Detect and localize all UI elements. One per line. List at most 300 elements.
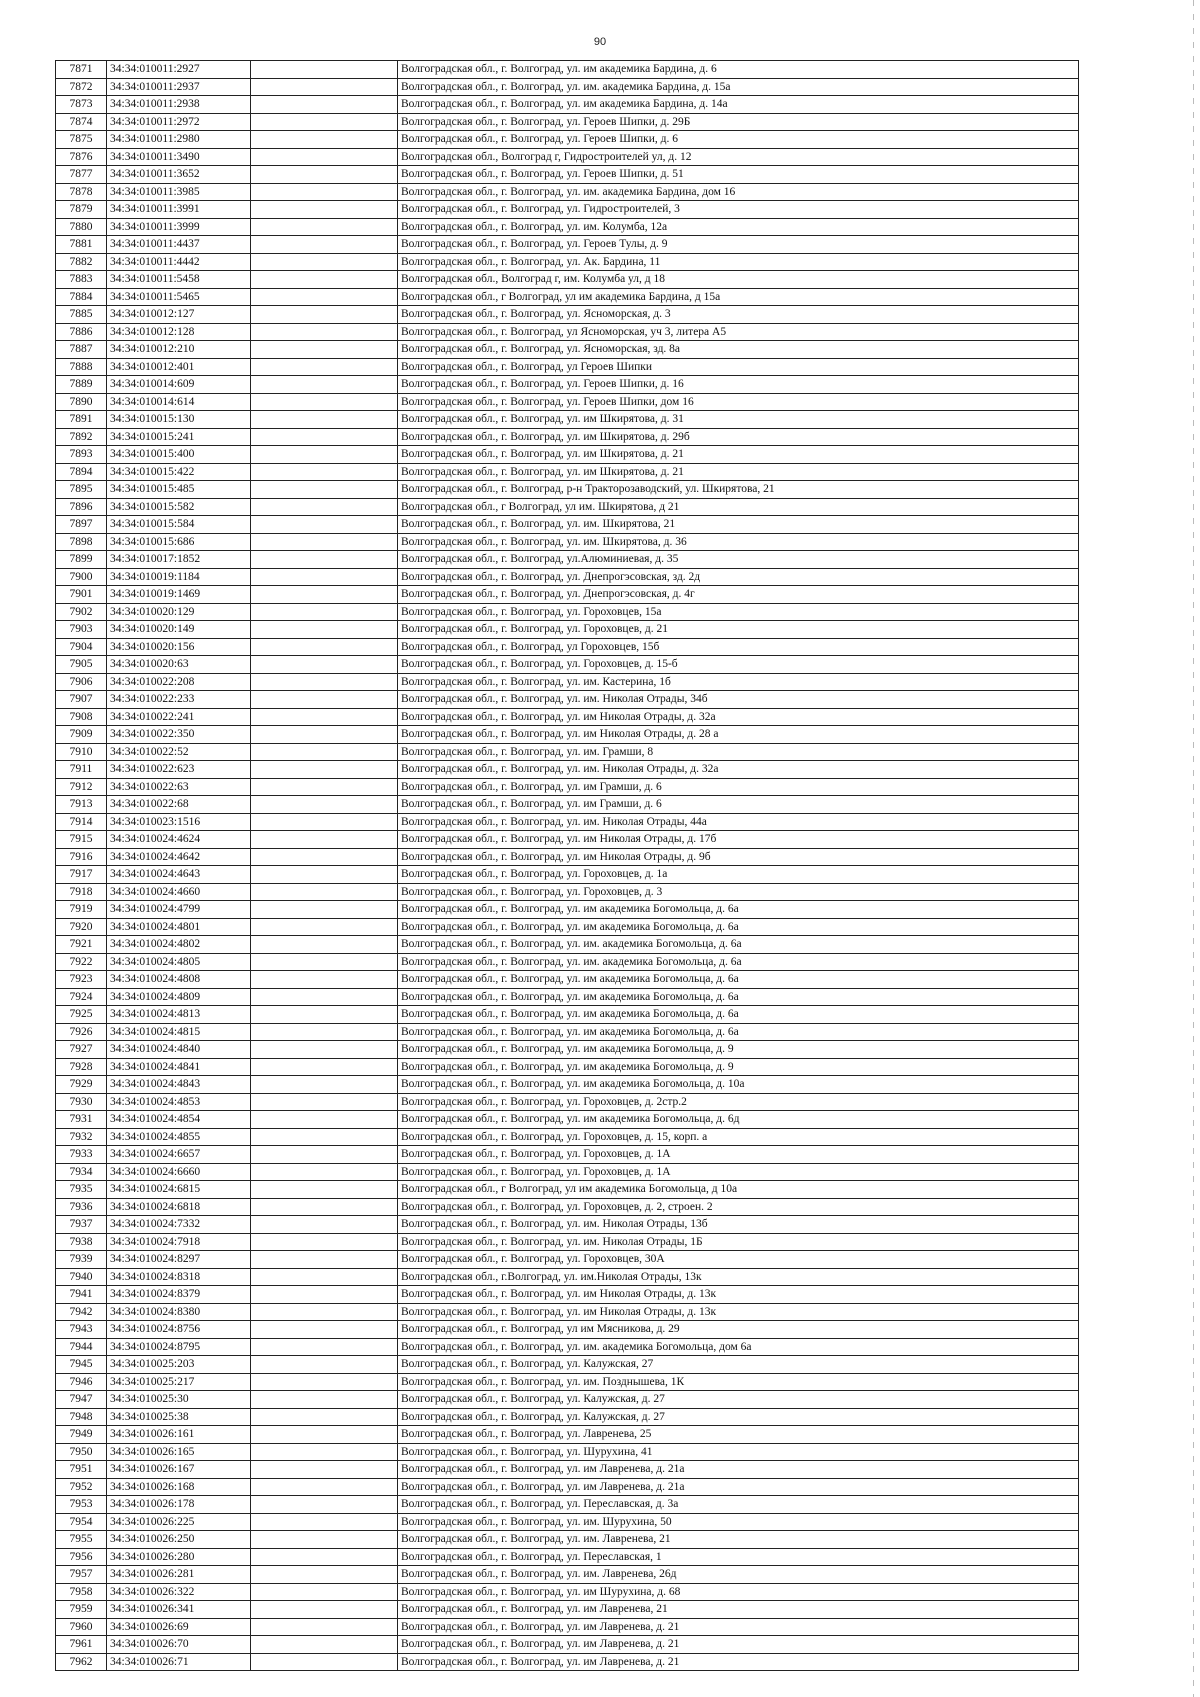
cadastral-number-cell: 34:34:010011:3490 <box>107 148 251 166</box>
address-cell: Волгоградская обл., г. Волгоград, ул. им Лавренева, д. 21а <box>398 1478 1079 1496</box>
address-cell: Волгоградская обл., г. Волгоград, ул. им. академика Бардина, д. 15а <box>398 78 1079 96</box>
empty-cell <box>251 1531 398 1549</box>
empty-cell <box>251 673 398 691</box>
address-cell: Волгоградская обл., г. Волгоград, ул. Героев Шипки, д. 16 <box>398 376 1079 394</box>
table-row <box>56 1408 1079 1426</box>
cadastral-number-cell: 34:34:010012:210 <box>107 341 251 359</box>
empty-cell <box>251 1653 398 1671</box>
address-cell: Волгоградская обл., г. Волгоград, ул. им Николая Отрады, д. 9б <box>398 848 1079 866</box>
cadastral-number-cell: 34:34:010026:71 <box>107 1653 251 1671</box>
row-number-cell: 7932 <box>56 1128 107 1146</box>
table-row <box>56 901 1079 919</box>
empty-cell <box>251 463 398 481</box>
empty-cell <box>251 603 398 621</box>
table-row <box>56 1321 1079 1339</box>
table-row <box>56 341 1079 359</box>
table-row <box>56 131 1079 149</box>
address-cell: Волгоградская обл., г. Волгоград, ул. им Шкирятова, д. 31 <box>398 411 1079 429</box>
row-number-cell: 7889 <box>56 376 107 394</box>
empty-cell <box>251 936 398 954</box>
empty-cell <box>251 551 398 569</box>
table-row <box>56 1111 1079 1129</box>
empty-cell <box>251 1496 398 1514</box>
cadastral-number-cell: 34:34:010024:8297 <box>107 1251 251 1269</box>
row-number-cell: 7959 <box>56 1601 107 1619</box>
empty-cell <box>251 1093 398 1111</box>
row-number-cell: 7885 <box>56 306 107 324</box>
address-cell: Волгоградская обл., г. Волгоград, ул. им. Грамши, 8 <box>398 743 1079 761</box>
address-cell: Волгоградская обл., г. Волгоград, ул. им. академика Богомольца, д. 6а <box>398 936 1079 954</box>
table-row <box>56 1461 1079 1479</box>
row-number-cell: 7882 <box>56 253 107 271</box>
address-cell: Волгоградская обл., г. Волгоград, ул. им академика Бардина, д. 6 <box>398 61 1079 79</box>
row-number-cell: 7934 <box>56 1163 107 1181</box>
address-cell: Волгоградская обл., г Волгоград, ул им академика Богомольца, д 10а <box>398 1181 1079 1199</box>
cadastral-number-cell: 34:34:010015:241 <box>107 428 251 446</box>
cadastral-number-cell: 34:34:010024:7918 <box>107 1233 251 1251</box>
row-number-cell: 7919 <box>56 901 107 919</box>
table-row <box>56 1531 1079 1549</box>
table-row <box>56 778 1079 796</box>
row-number-cell: 7916 <box>56 848 107 866</box>
empty-cell <box>251 411 398 429</box>
empty-cell <box>251 1128 398 1146</box>
table-row <box>56 1058 1079 1076</box>
table-row <box>56 1513 1079 1531</box>
row-number-cell: 7917 <box>56 866 107 884</box>
table-row <box>56 183 1079 201</box>
row-number-cell: 7921 <box>56 936 107 954</box>
table-row <box>56 586 1079 604</box>
empty-cell <box>251 131 398 149</box>
address-cell: Волгоградская обл., г. Волгоград, ул. Ясноморская, д. 3 <box>398 306 1079 324</box>
cadastral-number-cell: 34:34:010017:1852 <box>107 551 251 569</box>
page-number: 90 <box>593 36 607 48</box>
row-number-cell: 7949 <box>56 1426 107 1444</box>
table-row <box>56 691 1079 709</box>
empty-cell <box>251 323 398 341</box>
address-cell: Волгоградская обл., г. Волгоград, ул. им академика Богомольца, д. 6а <box>398 971 1079 989</box>
empty-cell <box>251 306 398 324</box>
address-cell: Волгоградская обл., г. Волгоград, ул. Гороховцев, д. 2стр.2 <box>398 1093 1079 1111</box>
empty-cell <box>251 1076 398 1094</box>
cadastral-number-cell: 34:34:010024:4802 <box>107 936 251 954</box>
address-cell: Волгоградская обл., г Волгоград, ул им. Шкирятова, д 21 <box>398 498 1079 516</box>
cadastral-number-cell: 34:34:010026:161 <box>107 1426 251 1444</box>
cadastral-number-cell: 34:34:010026:168 <box>107 1478 251 1496</box>
empty-cell <box>251 883 398 901</box>
row-number-cell: 7909 <box>56 726 107 744</box>
address-cell: Волгоградская обл., г. Волгоград, ул. им. Николая Отрады, д. 32а <box>398 761 1079 779</box>
address-cell: Волгоградская обл., г. Волгоград, ул. Калужская, 27 <box>398 1356 1079 1374</box>
cadastral-number-cell: 34:34:010024:4840 <box>107 1041 251 1059</box>
cadastral-number-cell: 34:34:010011:4442 <box>107 253 251 271</box>
table-row <box>56 96 1079 114</box>
cadastral-number-cell: 34:34:010024:4808 <box>107 971 251 989</box>
empty-cell <box>251 446 398 464</box>
table-row <box>56 498 1079 516</box>
empty-cell <box>251 953 398 971</box>
row-number-cell: 7915 <box>56 831 107 849</box>
table-row <box>56 253 1079 271</box>
address-cell: Волгоградская обл., г. Волгоград, ул. им. Шурухина, 50 <box>398 1513 1079 1531</box>
cadastral-number-cell: 34:34:010024:4799 <box>107 901 251 919</box>
empty-cell <box>251 638 398 656</box>
table-row <box>56 1303 1079 1321</box>
empty-cell <box>251 166 398 184</box>
table-row <box>56 1041 1079 1059</box>
empty-cell <box>251 1478 398 1496</box>
row-number-cell: 7928 <box>56 1058 107 1076</box>
table-row <box>56 1286 1079 1304</box>
address-cell: Волгоградская обл., г. Волгоград, ул. им Лавренева, д. 21а <box>398 1461 1079 1479</box>
cadastral-number-cell: 34:34:010026:322 <box>107 1583 251 1601</box>
row-number-cell: 7927 <box>56 1041 107 1059</box>
cadastral-number-cell: 34:34:010023:1516 <box>107 813 251 831</box>
row-number-cell: 7883 <box>56 271 107 289</box>
row-number-cell: 7939 <box>56 1251 107 1269</box>
address-cell: Волгоградская обл., г. Волгоград, ул. им Лавренева, д. 21 <box>398 1618 1079 1636</box>
empty-cell <box>251 1233 398 1251</box>
address-cell: Волгоградская обл., г. Волгоград, ул. Переславская, 1 <box>398 1548 1079 1566</box>
row-number-cell: 7940 <box>56 1268 107 1286</box>
table-row <box>56 813 1079 831</box>
table-row <box>56 1478 1079 1496</box>
cadastral-number-cell: 34:34:010019:1184 <box>107 568 251 586</box>
address-cell: Волгоградская обл., г. Волгоград, ул. им Николая Отрады, д. 28 а <box>398 726 1079 744</box>
empty-cell <box>251 568 398 586</box>
empty-cell <box>251 708 398 726</box>
table-row <box>56 603 1079 621</box>
table-row <box>56 358 1079 376</box>
empty-cell <box>251 96 398 114</box>
row-number-cell: 7925 <box>56 1006 107 1024</box>
cadastral-number-cell: 34:34:010022:233 <box>107 691 251 709</box>
address-cell: Волгоградская обл., г. Волгоград, ул. им. Шкирятова, 21 <box>398 516 1079 534</box>
cadastral-number-cell: 34:34:010022:63 <box>107 778 251 796</box>
row-number-cell: 7954 <box>56 1513 107 1531</box>
row-number-cell: 7876 <box>56 148 107 166</box>
address-cell: Волгоградская обл., г. Волгоград, ул Героев Шипки <box>398 358 1079 376</box>
address-cell: Волгоградская обл., г. Волгоград, ул. им Шурухина, д. 68 <box>398 1583 1079 1601</box>
address-cell: Волгоградская обл., г. Волгоград, ул. Калужская, д. 27 <box>398 1391 1079 1409</box>
address-cell: Волгоградская обл., г. Волгоград, ул. Гороховцев, д. 3 <box>398 883 1079 901</box>
row-number-cell: 7903 <box>56 621 107 639</box>
cadastral-number-cell: 34:34:010022:52 <box>107 743 251 761</box>
cadastral-number-cell: 34:34:010011:3999 <box>107 218 251 236</box>
table-row <box>56 428 1079 446</box>
cadastral-number-cell: 34:34:010026:69 <box>107 1618 251 1636</box>
address-cell: Волгоградская обл., г. Волгоград, ул. Днепрогэсовская, зд. 2д <box>398 568 1079 586</box>
address-cell: Волгоградская обл., г. Волгоград, ул. Героев Шипки, д. 51 <box>398 166 1079 184</box>
empty-cell <box>251 918 398 936</box>
cadastral-number-cell: 34:34:010014:614 <box>107 393 251 411</box>
row-number-cell: 7871 <box>56 61 107 79</box>
address-cell: Волгоградская обл., г. Волгоград, ул. Ак. Бардина, 11 <box>398 253 1079 271</box>
empty-cell <box>251 1216 398 1234</box>
table-row <box>56 656 1079 674</box>
table-row <box>56 1076 1079 1094</box>
cadastral-number-cell: 34:34:010024:8756 <box>107 1321 251 1339</box>
cadastral-number-cell: 34:34:010022:350 <box>107 726 251 744</box>
row-number-cell: 7944 <box>56 1338 107 1356</box>
table-row <box>56 848 1079 866</box>
empty-cell <box>251 1198 398 1216</box>
empty-cell <box>251 376 398 394</box>
table-row <box>56 953 1079 971</box>
empty-cell <box>251 743 398 761</box>
address-cell: Волгоградская обл., г. Волгоград, р-н Тракторозаводский, ул. Шкирятова, 21 <box>398 481 1079 499</box>
cadastral-number-cell: 34:34:010015:130 <box>107 411 251 429</box>
table-row <box>56 271 1079 289</box>
address-cell: Волгоградская обл., г. Волгоград, ул. им Шкирятова, д. 21 <box>398 463 1079 481</box>
cadastral-number-cell: 34:34:010011:3985 <box>107 183 251 201</box>
table-row <box>56 1216 1079 1234</box>
address-cell: Волгоградская обл., г. Волгоград, ул. им Лавренева, д. 21 <box>398 1653 1079 1671</box>
row-number-cell: 7947 <box>56 1391 107 1409</box>
address-cell: Волгоградская обл., г. Волгоград, ул. им академика Богомольца, д. 6а <box>398 1023 1079 1041</box>
row-number-cell: 7904 <box>56 638 107 656</box>
empty-cell <box>251 498 398 516</box>
row-number-cell: 7926 <box>56 1023 107 1041</box>
cadastral-number-cell: 34:34:010020:156 <box>107 638 251 656</box>
cadastral-number-cell: 34:34:010022:241 <box>107 708 251 726</box>
table-row <box>56 621 1079 639</box>
address-cell: Волгоградская обл., г. Волгоград, ул. им академика Богомольца, д. 10а <box>398 1076 1079 1094</box>
empty-cell <box>251 761 398 779</box>
empty-cell <box>251 1566 398 1584</box>
empty-cell <box>251 1041 398 1059</box>
cadastral-number-cell: 34:34:010026:250 <box>107 1531 251 1549</box>
cadastral-number-cell: 34:34:010024:4815 <box>107 1023 251 1041</box>
table-row <box>56 761 1079 779</box>
table-row <box>56 1093 1079 1111</box>
cadastral-number-cell: 34:34:010015:400 <box>107 446 251 464</box>
row-number-cell: 7888 <box>56 358 107 376</box>
cadastral-number-cell: 34:34:010020:149 <box>107 621 251 639</box>
address-cell: Волгоградская обл., г. Волгоград, ул. Героев Шипки, дом 16 <box>398 393 1079 411</box>
row-number-cell: 7961 <box>56 1636 107 1654</box>
cadastral-number-cell: 34:34:010024:4642 <box>107 848 251 866</box>
table-row <box>56 148 1079 166</box>
empty-cell <box>251 341 398 359</box>
table-row <box>56 533 1079 551</box>
cadastral-number-cell: 34:34:010011:3991 <box>107 201 251 219</box>
address-cell: Волгоградская обл., г. Волгоград, ул. Ясноморская, зд. 8а <box>398 341 1079 359</box>
address-cell: Волгоградская обл., г. Волгоград, ул. Гороховцев, д. 1а <box>398 866 1079 884</box>
table-row <box>56 918 1079 936</box>
address-cell: Волгоградская обл., г Волгоград, ул им академика Бардина, д 15а <box>398 288 1079 306</box>
cadastral-number-cell: 34:34:010014:609 <box>107 376 251 394</box>
empty-cell <box>251 201 398 219</box>
cadastral-number-cell: 34:34:010011:4437 <box>107 236 251 254</box>
address-cell: Волгоградская обл., г. Волгоград, ул. Днепрогэсовская, д. 4г <box>398 586 1079 604</box>
row-number-cell: 7958 <box>56 1583 107 1601</box>
row-number-cell: 7907 <box>56 691 107 709</box>
row-number-cell: 7936 <box>56 1198 107 1216</box>
row-number-cell: 7887 <box>56 341 107 359</box>
cadastral-number-cell: 34:34:010025:30 <box>107 1391 251 1409</box>
row-number-cell: 7946 <box>56 1373 107 1391</box>
address-cell: Волгоградская обл., г. Волгоград, ул. им. Николая Отрады, 13б <box>398 1216 1079 1234</box>
scan-edge-mark <box>1193 0 1194 1697</box>
table-row <box>56 866 1079 884</box>
empty-cell <box>251 393 398 411</box>
cadastral-number-cell: 34:34:010025:38 <box>107 1408 251 1426</box>
row-number-cell: 7922 <box>56 953 107 971</box>
row-number-cell: 7943 <box>56 1321 107 1339</box>
cadastral-number-cell: 34:34:010011:2927 <box>107 61 251 79</box>
table-row <box>56 166 1079 184</box>
address-cell: Волгоградская обл., г. Волгоград, ул им Мясникова, д. 29 <box>398 1321 1079 1339</box>
empty-cell <box>251 533 398 551</box>
cadastral-number-cell: 34:34:010015:686 <box>107 533 251 551</box>
empty-cell <box>251 1408 398 1426</box>
empty-cell <box>251 1006 398 1024</box>
empty-cell <box>251 358 398 376</box>
table-row <box>56 1391 1079 1409</box>
cadastral-number-cell: 34:34:010026:225 <box>107 1513 251 1531</box>
cadastral-number-cell: 34:34:010024:4853 <box>107 1093 251 1111</box>
row-number-cell: 7942 <box>56 1303 107 1321</box>
address-cell: Волгоградская обл., г. Волгоград, ул. Лавренева, 25 <box>398 1426 1079 1444</box>
empty-cell <box>251 288 398 306</box>
row-number-cell: 7948 <box>56 1408 107 1426</box>
empty-cell <box>251 1513 398 1531</box>
table-row <box>56 1268 1079 1286</box>
cadastral-number-cell: 34:34:010011:5465 <box>107 288 251 306</box>
empty-cell <box>251 1303 398 1321</box>
row-number-cell: 7892 <box>56 428 107 446</box>
empty-cell <box>251 796 398 814</box>
empty-cell <box>251 1286 398 1304</box>
row-number-cell: 7900 <box>56 568 107 586</box>
row-number-cell: 7931 <box>56 1111 107 1129</box>
empty-cell <box>251 971 398 989</box>
cadastral-number-cell: 34:34:010024:4805 <box>107 953 251 971</box>
empty-cell <box>251 1356 398 1374</box>
cadastral-number-cell: 34:34:010024:8318 <box>107 1268 251 1286</box>
row-number-cell: 7952 <box>56 1478 107 1496</box>
empty-cell <box>251 1548 398 1566</box>
empty-cell <box>251 1163 398 1181</box>
row-number-cell: 7879 <box>56 201 107 219</box>
empty-cell <box>251 1373 398 1391</box>
row-number-cell: 7890 <box>56 393 107 411</box>
row-number-cell: 7905 <box>56 656 107 674</box>
cadastral-number-cell: 34:34:010015:582 <box>107 498 251 516</box>
address-cell: Волгоградская обл., г. Волгоград, ул. Гороховцев, 15а <box>398 603 1079 621</box>
table-row <box>56 883 1079 901</box>
cadastral-number-cell: 34:34:010020:129 <box>107 603 251 621</box>
cadastral-number-cell: 34:34:010024:4843 <box>107 1076 251 1094</box>
address-cell: Волгоградская обл., г. Волгоград, ул. Гороховцев, д. 2, строен. 2 <box>398 1198 1079 1216</box>
address-cell: Волгоградская обл., Волгоград г, им. Колумба ул, д 18 <box>398 271 1079 289</box>
empty-cell <box>251 1338 398 1356</box>
cadastral-number-cell: 34:34:010024:8795 <box>107 1338 251 1356</box>
table-row <box>56 481 1079 499</box>
empty-cell <box>251 1583 398 1601</box>
address-cell: Волгоградская обл., г. Волгоград, ул. им академика Богомольца, д. 9 <box>398 1041 1079 1059</box>
empty-cell <box>251 726 398 744</box>
row-number-cell: 7955 <box>56 1531 107 1549</box>
table-row <box>56 1566 1079 1584</box>
table-row <box>56 971 1079 989</box>
cadastral-number-cell: 34:34:010022:208 <box>107 673 251 691</box>
address-cell: Волгоградская обл., г. Волгоград, ул. им академика Богомольца, д. 9 <box>398 1058 1079 1076</box>
empty-cell <box>251 78 398 96</box>
cadastral-number-cell: 34:34:010024:4660 <box>107 883 251 901</box>
empty-cell <box>251 183 398 201</box>
table-row <box>56 726 1079 744</box>
cadastral-number-cell: 34:34:010011:5458 <box>107 271 251 289</box>
empty-cell <box>251 481 398 499</box>
empty-cell <box>251 1618 398 1636</box>
table-row <box>56 1548 1079 1566</box>
address-cell: Волгоградская обл., г. Волгоград, ул. Гороховцев, д. 15, корп. а <box>398 1128 1079 1146</box>
table-row <box>56 1636 1079 1654</box>
cadastral-number-cell: 34:34:010025:203 <box>107 1356 251 1374</box>
cadastral-number-cell: 34:34:010024:6660 <box>107 1163 251 1181</box>
table-row <box>56 323 1079 341</box>
cadastral-number-cell: 34:34:010026:165 <box>107 1443 251 1461</box>
address-cell: Волгоградская обл., г. Волгоград, ул. им. академика Богомольца, д. 6а <box>398 953 1079 971</box>
address-cell: Волгоградская обл., г. Волгоград, ул. Героев Шипки, д. 29Б <box>398 113 1079 131</box>
cadastral-number-cell: 34:34:010015:422 <box>107 463 251 481</box>
empty-cell <box>251 236 398 254</box>
empty-cell <box>251 691 398 709</box>
cadastral-number-cell: 34:34:010026:70 <box>107 1636 251 1654</box>
address-cell: Волгоградская обл., г. Волгоград, ул. Гороховцев, д. 1А <box>398 1146 1079 1164</box>
row-number-cell: 7923 <box>56 971 107 989</box>
row-number-cell: 7884 <box>56 288 107 306</box>
cadastral-number-cell: 34:34:010011:2938 <box>107 96 251 114</box>
table-row <box>56 743 1079 761</box>
empty-cell <box>251 848 398 866</box>
address-cell: Волгоградская обл., г. Волгоград, ул. им Николая Отрады, д. 13к <box>398 1286 1079 1304</box>
address-cell: Волгоградская обл., г. Волгоград, ул. Гороховцев, д. 15-б <box>398 656 1079 674</box>
address-cell: Волгоградская обл., Волгоград г, Гидростроителей ул, д. 12 <box>398 148 1079 166</box>
row-number-cell: 7937 <box>56 1216 107 1234</box>
cadastral-number-cell: 34:34:010012:401 <box>107 358 251 376</box>
cadastral-number-cell: 34:34:010024:4809 <box>107 988 251 1006</box>
cadastral-number-cell: 34:34:010024:4624 <box>107 831 251 849</box>
row-number-cell: 7901 <box>56 586 107 604</box>
empty-cell <box>251 1443 398 1461</box>
table-row <box>56 1356 1079 1374</box>
row-number-cell: 7960 <box>56 1618 107 1636</box>
empty-cell <box>251 1181 398 1199</box>
address-cell: Волгоградская обл., г. Волгоград, ул. им Шкирятова, д. 29б <box>398 428 1079 446</box>
row-number-cell: 7962 <box>56 1653 107 1671</box>
row-number-cell: 7911 <box>56 761 107 779</box>
row-number-cell: 7938 <box>56 1233 107 1251</box>
table-row <box>56 988 1079 1006</box>
table-row <box>56 1601 1079 1619</box>
cadastral-number-cell: 34:34:010026:341 <box>107 1601 251 1619</box>
empty-cell <box>251 831 398 849</box>
table-row <box>56 1583 1079 1601</box>
address-cell: Волгоградская обл., г. Волгоград, ул. Гороховцев, д. 1А <box>398 1163 1079 1181</box>
table-row <box>56 218 1079 236</box>
table-row <box>56 393 1079 411</box>
cadastral-number-cell: 34:34:010024:4801 <box>107 918 251 936</box>
empty-cell <box>251 1391 398 1409</box>
table-row <box>56 113 1079 131</box>
address-cell: Волгоградская обл., г. Волгоград, ул.Алюминиевая, д. 35 <box>398 551 1079 569</box>
table-row <box>56 1426 1079 1444</box>
address-cell: Волгоградская обл., г. Волгоград, ул. им Николая Отрады, д. 32а <box>398 708 1079 726</box>
